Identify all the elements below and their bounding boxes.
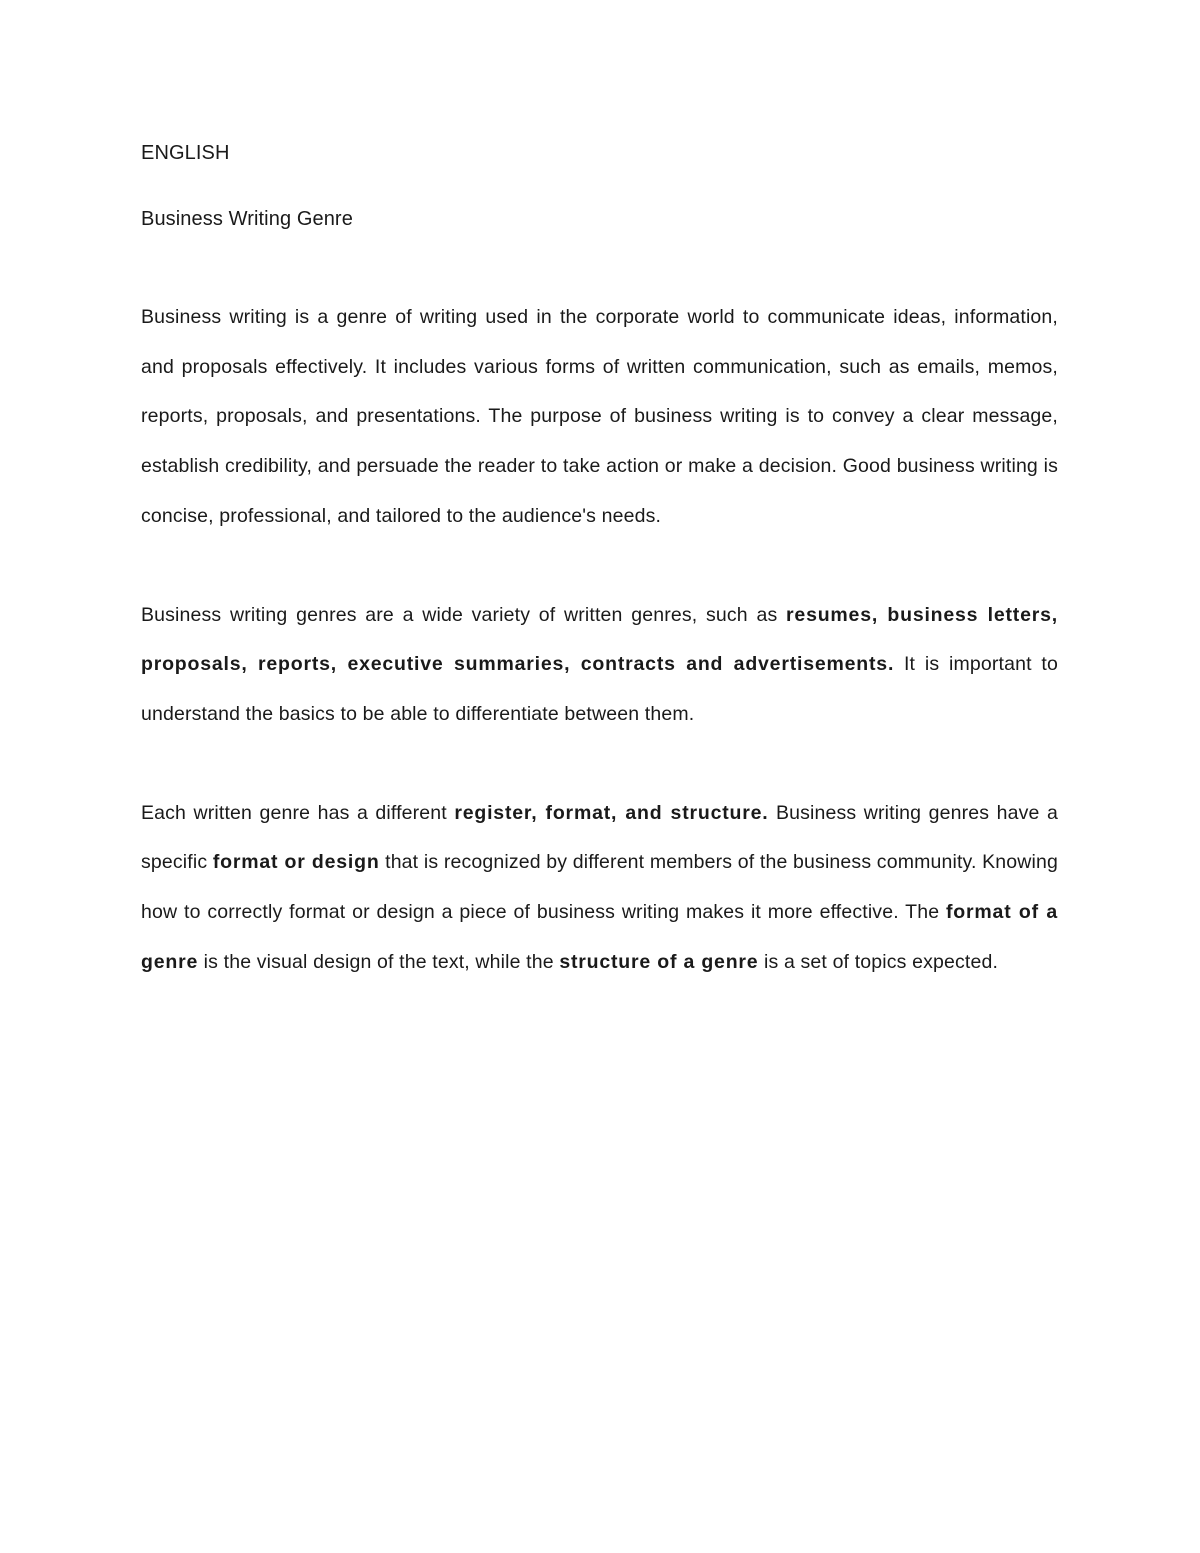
paragraph-3-text-2: Business writing genres have a specific [141, 801, 1058, 874]
paragraph-3-text-1: Each written genre has a different [141, 801, 455, 824]
paragraph-3 [141, 789, 1058, 988]
document-body [141, 138, 1058, 987]
paragraph-1-text: Business writing is a genre of writing used in the corporate world to communicate ideas, information, and proposals effectively. It includes various forms of written communication, such as emails, memos, reports, proposals, and presentations. The purpose of business writing is to convey a clear message, establish credibility, and persuade the reader to take action or make a decision. Good business writing is concise, professional, and tailored to the audience's needs. [141, 306, 1058, 527]
paragraph-2-text-2: It is important to understand the basics to be able to differentiate between them. [141, 653, 1058, 725]
paragraph-2-bold-genres: resumes, business letters, proposals, reports, executive summaries, contracts and advertisements. [141, 603, 1059, 676]
paragraph-3-bold-register: register, format, and structure. [454, 801, 769, 824]
paragraph-2-text-1: Business writing genres are a wide variety of written genres, such as [141, 603, 787, 626]
paragraph-1 [141, 293, 1058, 542]
document-title: Business Writing Genre [141, 208, 353, 230]
paragraph-3-text-3: that is recognized by different members of the business community. Knowing how to correctly format or design a piece of business writing makes it more effective. The [141, 851, 1058, 924]
subject-heading: ENGLISH [141, 142, 230, 164]
paragraph-3-bold-format-genre: format of a genre [141, 901, 1058, 973]
paragraph-3-bold-structure-genre: structure of a genre [559, 950, 759, 973]
paragraph-3-text-5: is a set of topics expected. [758, 950, 999, 973]
paragraph-2 [141, 591, 1058, 740]
paragraph-3-bold-format-design: format or design [212, 851, 380, 874]
paragraph-3-text-4: is the visual design of the text, while the [198, 950, 560, 973]
